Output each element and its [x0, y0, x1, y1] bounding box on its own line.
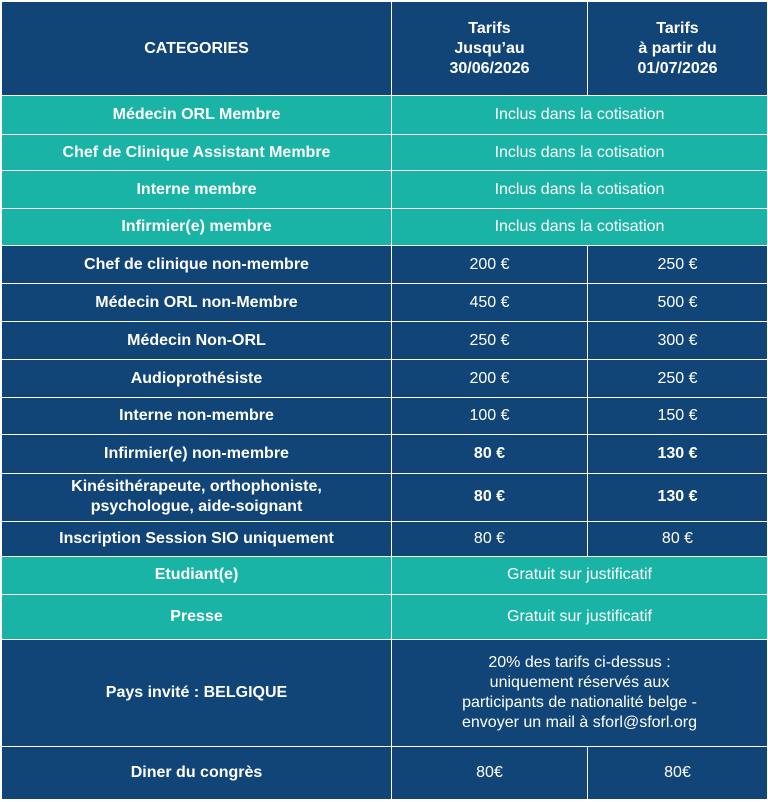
price-from-cell: 250 € [588, 246, 768, 284]
category-cell: Diner du congrès [2, 746, 392, 799]
merged-price-cell: 20% des tarifs ci-dessus : uniquement réservés aux participants de nationalité belge - envoyer un mail à sforl@sforl.org [392, 639, 768, 746]
price-from-cell: 500 € [588, 284, 768, 322]
category-cell: Pays invité : BELGIQUE [2, 639, 392, 746]
table-row [2, 594, 768, 639]
category-cell: Interne non-membre [2, 398, 392, 435]
table-row [2, 435, 768, 473]
category-cell: Interne membre [2, 171, 392, 209]
price-from-cell: 130 € [588, 473, 768, 521]
price-until-cell: 450 € [392, 284, 588, 322]
price-until-cell: 250 € [392, 322, 588, 360]
merged-price-cell: Gratuit sur justificatif [392, 556, 768, 594]
price-from-cell: 300 € [588, 322, 768, 360]
category-cell: Infirmier(e) membre [2, 209, 392, 246]
merged-price-cell: Inclus dans la cotisation [392, 171, 768, 209]
merged-price-cell: Inclus dans la cotisation [392, 96, 768, 135]
price-until-cell: 80 € [392, 473, 588, 521]
table-row [2, 96, 768, 135]
table-row [2, 473, 768, 521]
pricing-table [1, 1, 768, 800]
header-row [2, 2, 768, 96]
table-row [2, 639, 768, 746]
price-from-cell: 80€ [588, 746, 768, 799]
merged-price-cell: Gratuit sur justificatif [392, 594, 768, 639]
merged-price-cell: Inclus dans la cotisation [392, 209, 768, 246]
price-from-cell: 150 € [588, 398, 768, 435]
table-row [2, 209, 768, 246]
category-cell: Infirmier(e) non-membre [2, 435, 392, 473]
category-cell: Chef de clinique non-membre [2, 246, 392, 284]
price-from-cell: 130 € [588, 435, 768, 473]
category-cell: Médecin ORL Membre [2, 96, 392, 135]
table-row [2, 135, 768, 171]
merged-price-cell: Inclus dans la cotisation [392, 135, 768, 171]
category-cell: Médecin ORL non-Membre [2, 284, 392, 322]
table-row [2, 521, 768, 556]
price-from-cell: 80 € [588, 521, 768, 556]
category-cell: Kinésithérapeute, orthophoniste, psychologue, aide-soignant [2, 473, 392, 521]
header-price-from: Tarifs à partir du 01/07/2026 [588, 2, 768, 96]
category-cell: Médecin Non-ORL [2, 322, 392, 360]
price-until-cell: 100 € [392, 398, 588, 435]
table-row [2, 322, 768, 360]
table-row [2, 360, 768, 398]
table-row [2, 556, 768, 594]
price-until-cell: 200 € [392, 360, 588, 398]
table-row [2, 746, 768, 799]
category-cell: Etudiant(e) [2, 556, 392, 594]
table-row [2, 246, 768, 284]
header-categories: CATEGORIES [2, 2, 392, 96]
price-from-cell: 250 € [588, 360, 768, 398]
category-cell: Presse [2, 594, 392, 639]
table-row [2, 284, 768, 322]
price-until-cell: 80€ [392, 746, 588, 799]
table-row [2, 171, 768, 209]
price-until-cell: 80 € [392, 435, 588, 473]
category-cell: Inscription Session SIO uniquement [2, 521, 392, 556]
category-cell: Chef de Clinique Assistant Membre [2, 135, 392, 171]
category-cell: Audioprothésiste [2, 360, 392, 398]
header-price-until: Tarifs Jusqu’au 30/06/2026 [392, 2, 588, 96]
price-until-cell: 200 € [392, 246, 588, 284]
table-row [2, 398, 768, 435]
price-until-cell: 80 € [392, 521, 588, 556]
